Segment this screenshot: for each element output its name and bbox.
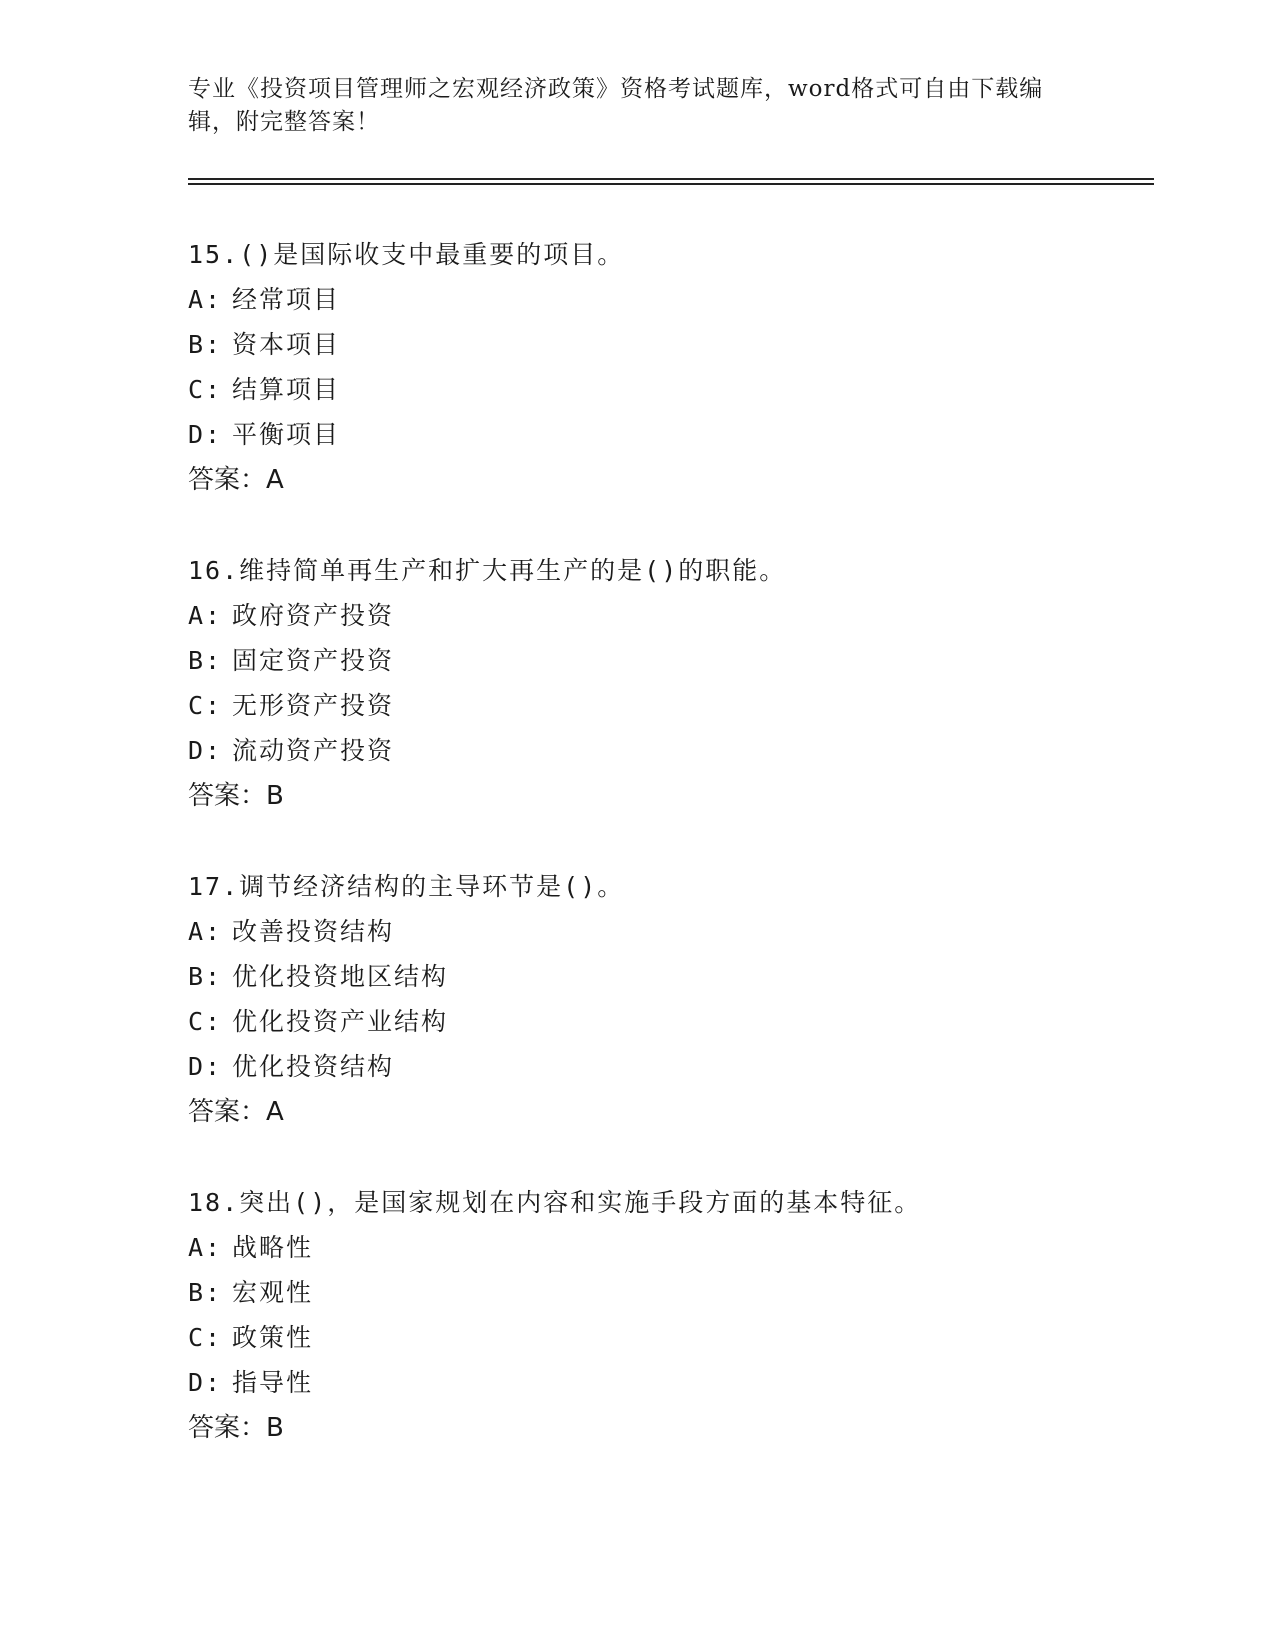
- question-stem: 18.突出()，是国家规划在内容和实施手段方面的基本特征。: [188, 1188, 922, 1217]
- option-text: 优化投资地区结构: [232, 962, 449, 991]
- option-key: C:: [188, 375, 223, 404]
- header-line-2: 辑，附完整答案！: [188, 109, 380, 135]
- option-text: 流动资产投资: [232, 736, 395, 765]
- question-15: [188, 232, 1188, 503]
- option-key: A:: [188, 917, 223, 946]
- option-key: A:: [188, 1233, 223, 1262]
- question-16: [188, 548, 1188, 819]
- option-a: [188, 1225, 1188, 1270]
- option-key: A:: [188, 601, 223, 630]
- option-text: 指导性: [232, 1368, 314, 1397]
- option-key: B:: [188, 962, 223, 991]
- option-b: [188, 322, 1188, 367]
- question-stem: 15.()是国际收支中最重要的项目。: [188, 240, 625, 269]
- option-text: 优化投资结构: [232, 1052, 395, 1081]
- header-divider-bottom: [188, 183, 1154, 185]
- question-stem: 17.调节经济结构的主导环节是()。: [188, 872, 625, 901]
- option-key: B:: [188, 1278, 223, 1307]
- option-key: B:: [188, 330, 223, 359]
- option-text: 平衡项目: [232, 420, 341, 449]
- question-18: [188, 1180, 1188, 1451]
- option-a: [188, 909, 1188, 954]
- question-17: [188, 864, 1188, 1135]
- header-line-1: 专业《投资项目管理师之宏观经济政策》资格考试题库，word格式可自由下载编: [188, 76, 1044, 102]
- option-d: [188, 412, 1188, 457]
- answer-line: 答案：A: [188, 465, 284, 495]
- option-key: D:: [188, 420, 223, 449]
- option-text: 改善投资结构: [232, 917, 395, 946]
- option-text: 资本项目: [232, 330, 341, 359]
- option-text: 政府资产投资: [232, 601, 395, 630]
- option-b: [188, 954, 1188, 999]
- answer-line: 答案：B: [188, 1413, 284, 1443]
- answer-line: 答案：B: [188, 781, 284, 811]
- option-c: [188, 999, 1188, 1044]
- option-key: C:: [188, 1323, 223, 1352]
- option-key: A:: [188, 285, 223, 314]
- option-key: B:: [188, 646, 223, 675]
- option-key: D:: [188, 1368, 223, 1397]
- option-c: [188, 367, 1188, 412]
- option-text: 结算项目: [232, 375, 341, 404]
- option-b: [188, 1270, 1188, 1315]
- option-key: D:: [188, 736, 223, 765]
- option-key: C:: [188, 1007, 223, 1036]
- option-d: [188, 728, 1188, 773]
- option-d: [188, 1360, 1188, 1405]
- document-header: [188, 73, 1088, 139]
- option-text: 战略性: [232, 1233, 314, 1262]
- option-text: 宏观性: [232, 1278, 314, 1307]
- header-divider-top: [188, 178, 1154, 180]
- option-text: 固定资产投资: [232, 646, 395, 675]
- option-a: [188, 593, 1188, 638]
- option-text: 经常项目: [232, 285, 341, 314]
- option-a: [188, 277, 1188, 322]
- question-stem: 16.维持简单再生产和扩大再生产的是()的职能。: [188, 556, 787, 585]
- option-key: C:: [188, 691, 223, 720]
- option-c: [188, 683, 1188, 728]
- option-text: 无形资产投资: [232, 691, 395, 720]
- option-d: [188, 1044, 1188, 1089]
- option-key: D:: [188, 1052, 223, 1081]
- option-c: [188, 1315, 1188, 1360]
- option-text: 优化投资产业结构: [232, 1007, 449, 1036]
- option-text: 政策性: [232, 1323, 314, 1352]
- option-b: [188, 638, 1188, 683]
- answer-line: 答案：A: [188, 1097, 284, 1127]
